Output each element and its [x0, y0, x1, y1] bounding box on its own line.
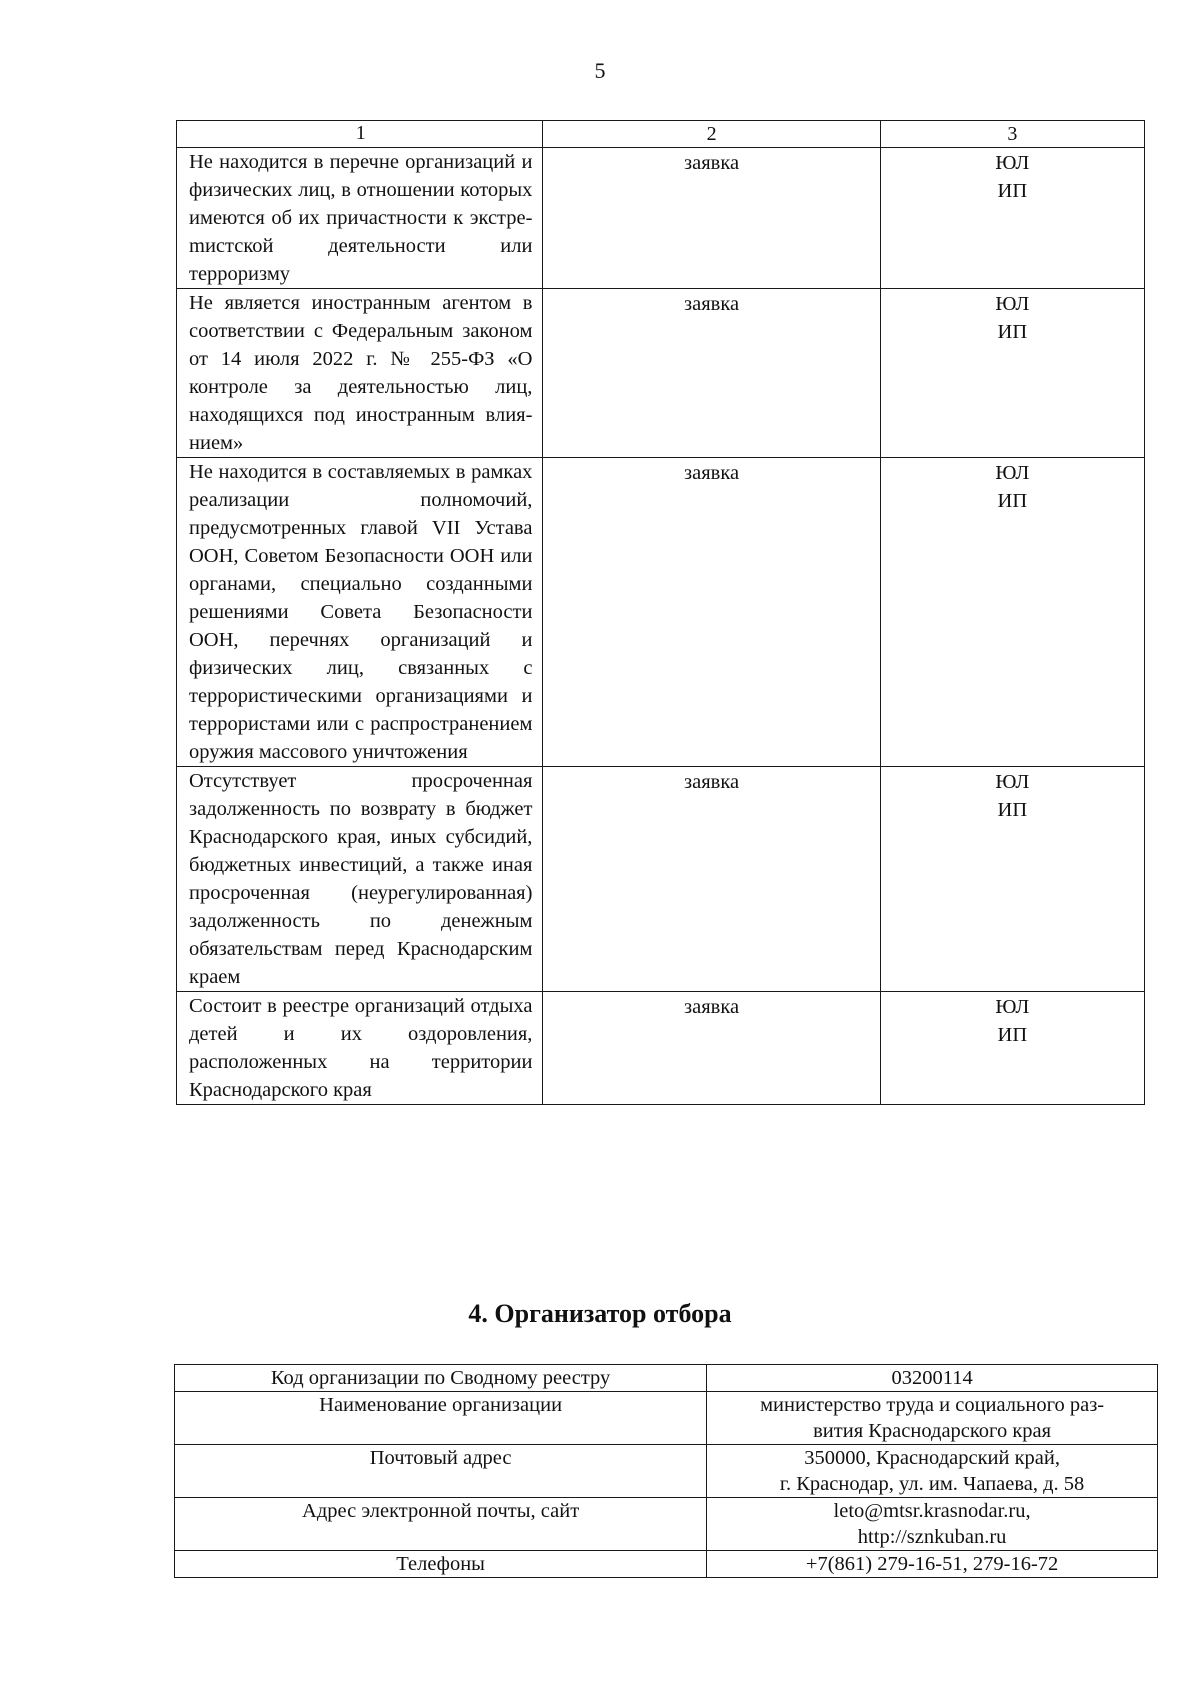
applicant-type: ИП: [997, 799, 1028, 821]
applicant-cell: [880, 458, 1144, 767]
applicant-cell: [880, 992, 1144, 1105]
field-label: Адрес электронной почты, сайт: [175, 1498, 707, 1551]
table-row: [177, 289, 1145, 458]
criterion-cell: Не является иностранным агентом в соответствии с Федеральным законом от 14 июля 2022 г. № 255-ФЗ «О контроле за деятельностью лиц, находящихся под иностранным влиянием»: [177, 289, 543, 458]
table-row: [175, 1498, 1158, 1551]
table-row: [175, 1445, 1158, 1498]
value-line: 03200114: [891, 1367, 973, 1389]
field-label: Код организации по Сводному реестру: [175, 1365, 707, 1392]
table-row: [177, 458, 1145, 767]
applicant-type: ЮЛ: [995, 462, 1030, 484]
applicant-cell: [880, 148, 1144, 289]
field-value: [707, 1365, 1158, 1392]
field-value: [707, 1445, 1158, 1498]
value-line: вития Краснодарского края: [813, 1420, 1052, 1442]
document-cell: заявка: [543, 289, 880, 458]
field-value: [707, 1551, 1158, 1578]
field-label: Почтовый адрес: [175, 1445, 707, 1498]
criteria-table: [176, 120, 1145, 1105]
column-header-1: 1: [177, 121, 543, 148]
section-title: 4. Организатор отбора: [468, 1299, 732, 1328]
value-line: 350000, Краснодарский край,: [804, 1447, 1060, 1469]
field-label: Наименование организации: [175, 1392, 707, 1445]
criterion-cell: Не находится в составляемых в рамках реализации полномочий, предусмотренных главой VII Устава ООН, Советом Безопасности ООН или органами, специально созданными решениями Совета Безопасности ООН, перечнях организаций и физических лиц, связанных с террористическими организациями и террористами или с распространением оружия массового уничтожения: [177, 458, 543, 767]
table-row: [177, 767, 1145, 992]
applicant-type: ИП: [997, 321, 1028, 343]
value-line: г. Краснодар, ул. им. Чапаева, д. 58: [779, 1473, 1085, 1495]
field-value: [707, 1392, 1158, 1445]
value-line: +7(861) 279-16-51, 279-16-72: [805, 1553, 1059, 1575]
applicant-type: ИП: [997, 490, 1028, 512]
applicant-cell: [880, 289, 1144, 458]
applicant-type: ЮЛ: [995, 152, 1030, 174]
applicant-cell: [880, 767, 1144, 992]
applicant-type: ИП: [997, 180, 1028, 202]
field-value: [707, 1498, 1158, 1551]
column-header-2: 2: [543, 121, 880, 148]
applicant-type: ИП: [997, 1024, 1028, 1046]
applicant-type: ЮЛ: [995, 293, 1030, 315]
column-header-3: 3: [880, 121, 1144, 148]
criterion-cell: Отсутствует просроченная задолженность по возврату в бюджет Краснодарского края, иных субсидий, бюджетных инвестиций, а также иная просроченная (неурегулированная) задолженность по денежным обязательствам перед Краснодарским краем: [177, 767, 543, 992]
document-cell: заявка: [543, 458, 880, 767]
document-cell: заявка: [543, 992, 880, 1105]
page-number: 5: [594, 58, 606, 83]
applicant-type: ЮЛ: [995, 996, 1030, 1018]
criterion-cell: Не находится в перечне организаций и физических лиц, в отношении которых имеются об их причастности к экстреmистской деятельности или терроризму: [177, 148, 543, 289]
table-row: [177, 148, 1145, 289]
criterion-cell: Состоит в реестре организаций отдыха детей и их оздоровления, расположенных на территории Краснодарского края: [177, 992, 543, 1105]
website-link[interactable]: http://sznkuban.ru: [857, 1526, 1007, 1548]
table-row: [177, 992, 1145, 1105]
email-link[interactable]: leto@mtsr.krasnodar.ru,: [833, 1500, 1031, 1522]
value-line: министерство труда и социального раз-: [760, 1394, 1105, 1416]
table-row: [175, 1392, 1158, 1445]
document-cell: заявка: [543, 148, 880, 289]
table-row: [175, 1365, 1158, 1392]
organizer-table: [174, 1364, 1158, 1578]
table-header-row: [177, 121, 1145, 148]
applicant-type: ЮЛ: [995, 771, 1030, 793]
document-cell: заявка: [543, 767, 880, 992]
table-row: [175, 1551, 1158, 1578]
field-label: Телефоны: [175, 1551, 707, 1578]
